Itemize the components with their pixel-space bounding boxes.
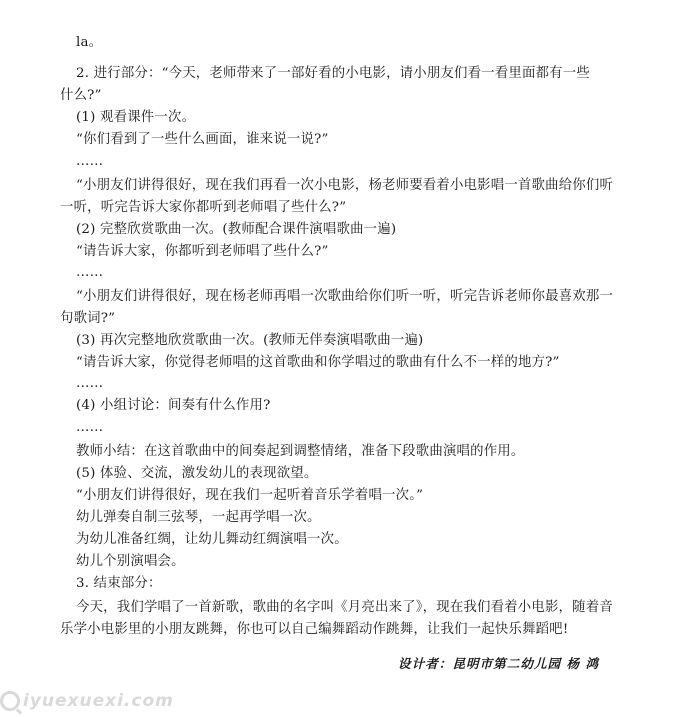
text-line: …… [76,376,104,391]
text-line: la。 [76,35,103,50]
site-watermark [0,686,174,716]
text-line: 幼儿弹奏自制三弦琴，一起再学唱一次。 [76,510,321,525]
text-line: “小朋友们讲得很好，现在我们一起听着音乐学着唱一次。” [76,488,424,503]
author-credit: 设计者：昆明市第二幼儿园 杨 鸿 [398,656,600,671]
magnifier-logo-icon [0,691,20,711]
text-line: “你们看到了一些什么画面，谁来说一说?” [76,132,329,147]
text-line: 幼儿个别演唱会。 [76,554,185,569]
text-line: (3) 再次完整地欣赏歌曲一次。(教师无伴奏演唱歌曲一遍) [76,333,424,348]
text-line: 一听，听完告诉大家你都听到老师唱了些什么?” [60,200,347,215]
text-line: 为幼儿准备红绸，让幼儿舞动红绸演唱一次。 [76,532,348,547]
text-line: “小朋友们讲得很好，现在我们再看一次小电影，杨老师要看着小电影唱一首歌曲给你们听 [76,178,614,193]
text-line: “请告诉大家，你都听到老师唱了些什么?” [76,244,329,259]
text-line: “请告诉大家，你觉得老师唱的这首歌曲和你学唱过的歌曲有什么不一样的地方?” [76,355,560,370]
text-line: …… [76,154,104,169]
text-line: 2. 进行部分：“今天，老师带来了一部好看的小电影，请小朋友们看一看里面都有一些 [76,66,590,81]
text-line: 教师小结：在这首歌曲中的间奏起到调整情绪，准备下段歌曲演唱的作用。 [76,444,525,459]
text-line: (2) 完整欣赏歌曲一次。(教师配合课件演唱歌曲一遍) [76,222,397,237]
text-line: 3. 结束部分： [76,576,162,591]
text-line: (4) 小组讨论：间奏有什么作用? [76,398,271,413]
text-line: 句歌词?” [60,311,116,326]
text-line: (1) 观看课件一次。 [76,110,196,125]
text-line: 乐学小电影里的小朋友跳舞，你也可以自己编舞蹈动作跳舞，让我们一起快乐舞蹈吧! [60,622,569,637]
text-line: (5) 体验、交流，激发幼儿的表现欲望。 [76,466,318,481]
text-line: …… [76,265,104,280]
text-line: “小朋友们讲得很好，现在杨老师再唱一次歌曲给你们听一听，听完告诉老师你最喜欢那一 [76,289,614,304]
text-line: 今天，我们学唱了一首新歌，歌曲的名字叫《月亮出来了》，现在我们看着小电影，随着音 [76,600,613,615]
watermark-text: iyuexuexi.com [23,691,174,711]
text-line: 什么?” [60,88,102,103]
text-line: …… [76,420,104,435]
